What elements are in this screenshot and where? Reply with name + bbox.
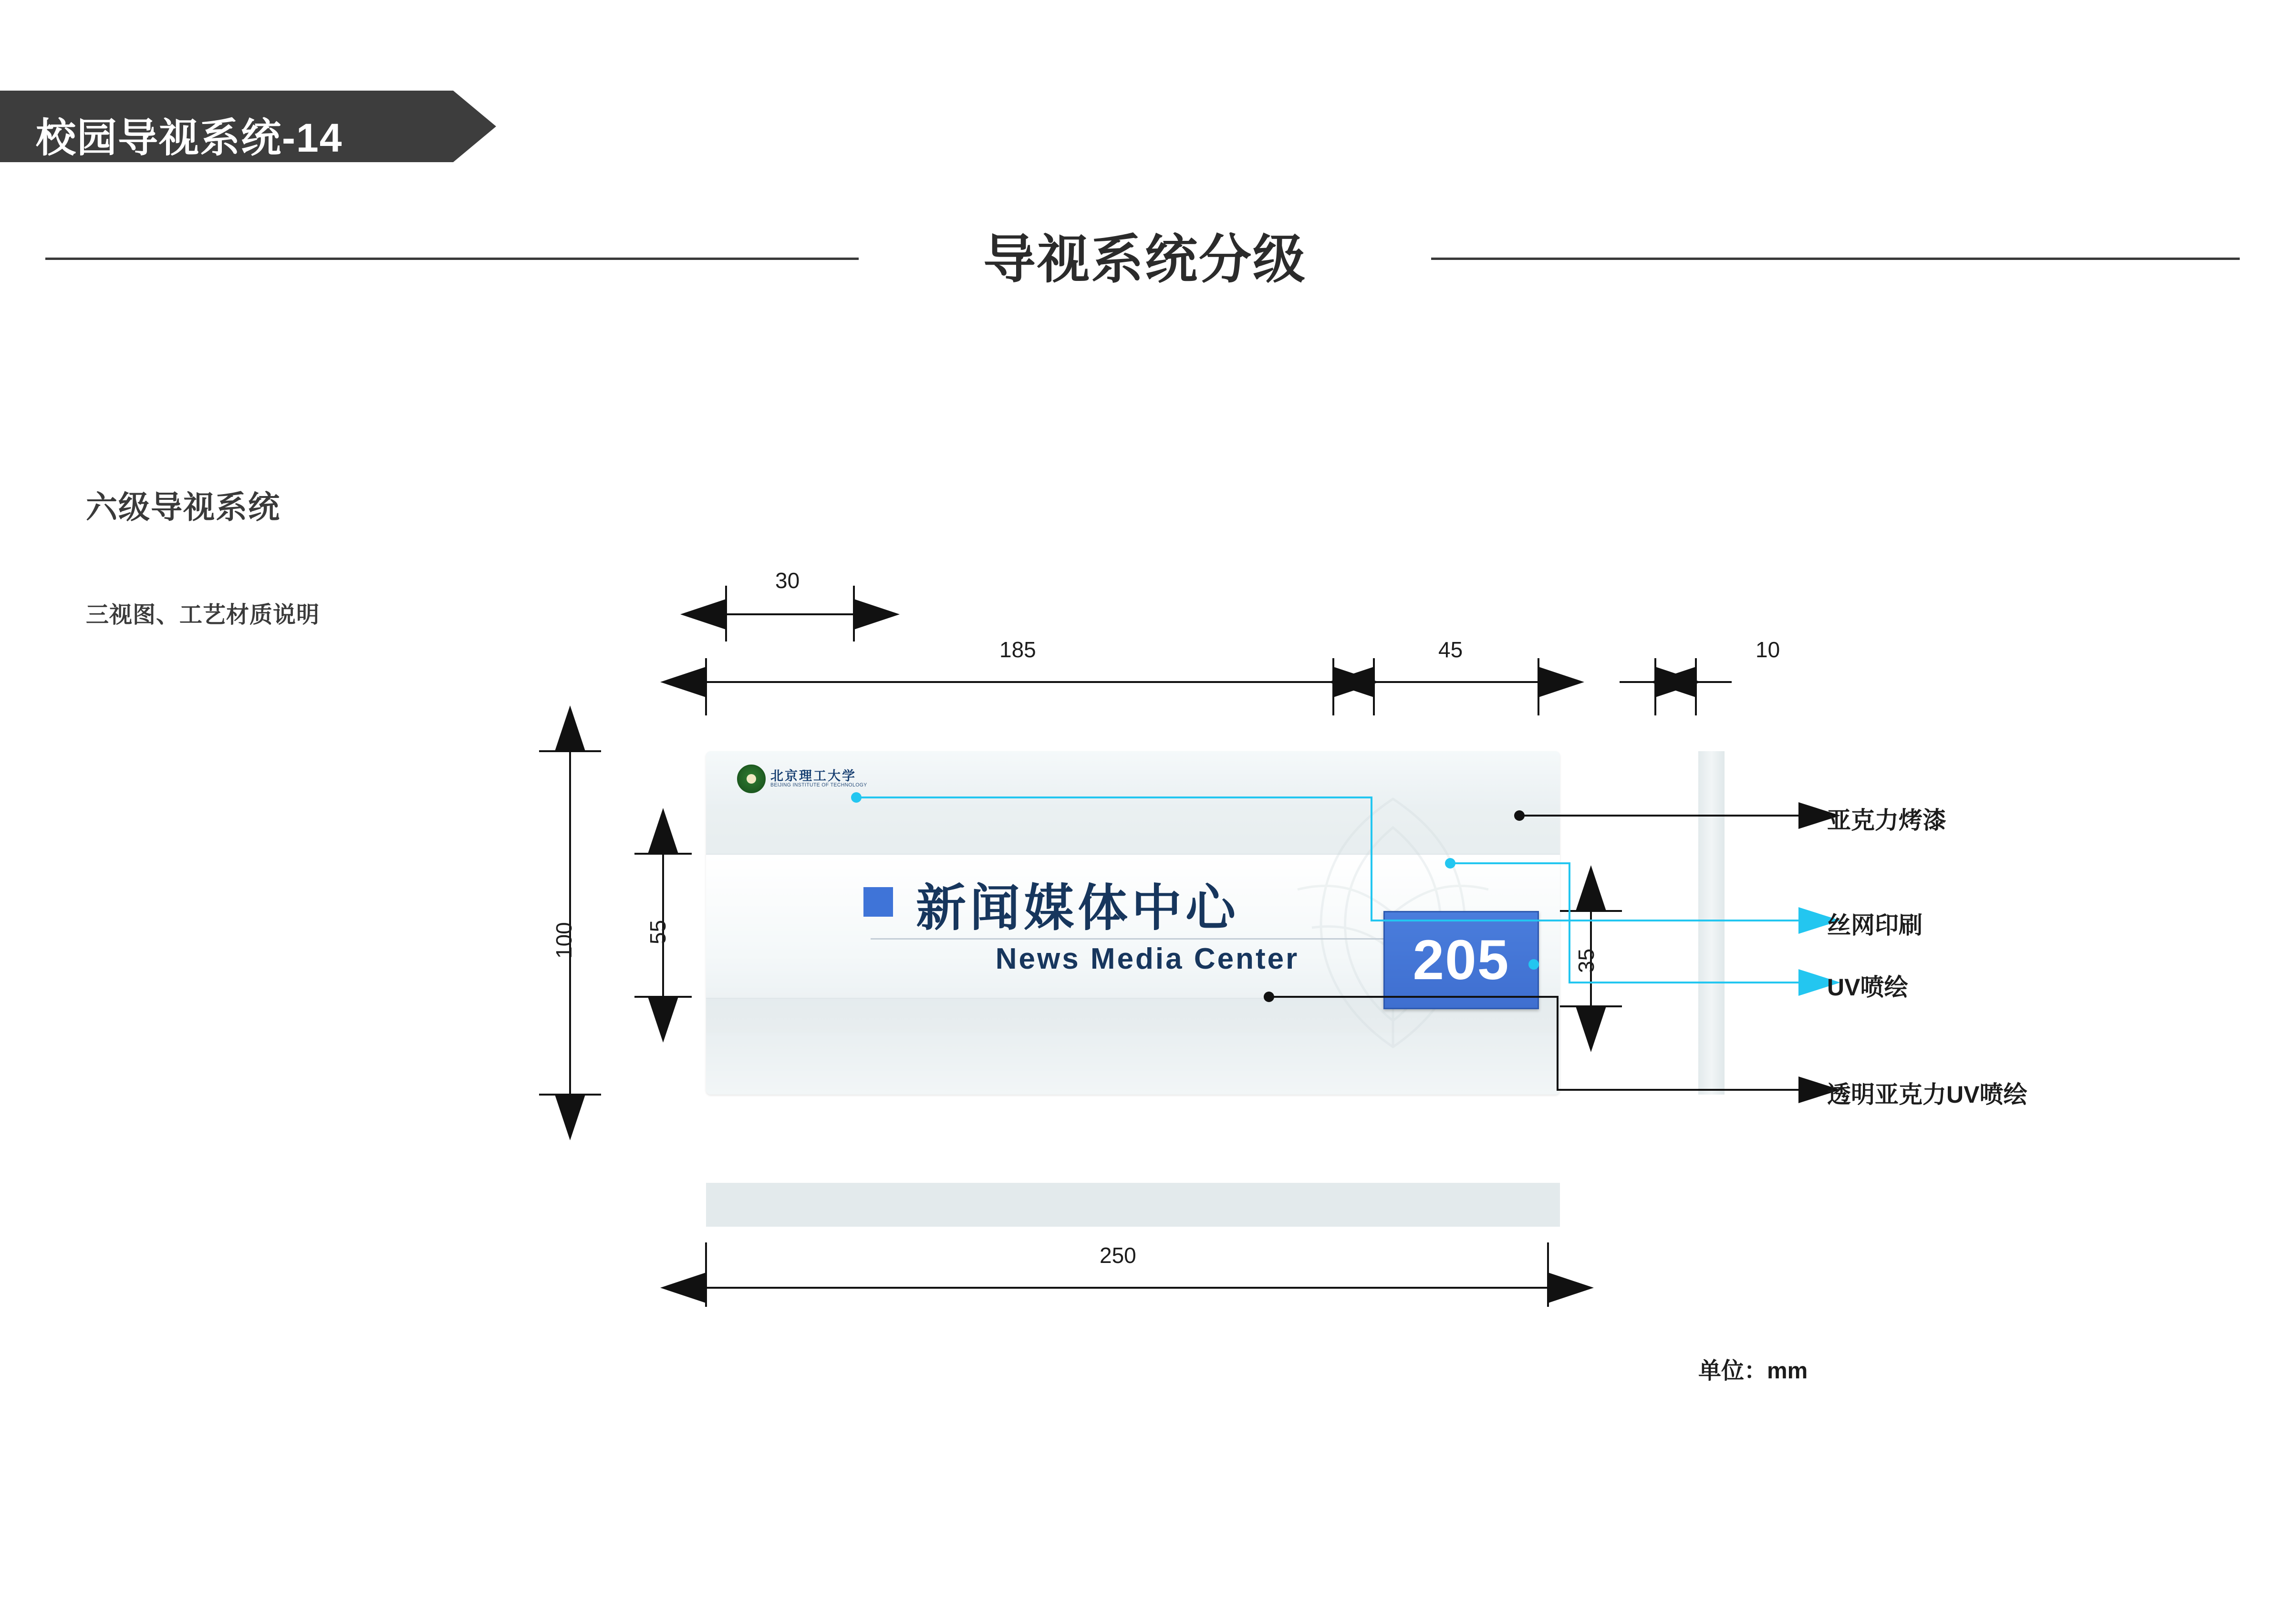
section-subheading: 三视图、工艺材质说明 [86, 602, 320, 628]
dim-45-label: 45 [1438, 637, 1463, 662]
dim-250-label: 250 [1100, 1243, 1136, 1268]
header-tag [0, 91, 501, 162]
sign-title-cn: 新闻媒体中心 [916, 880, 1240, 936]
dim-100-label: 100 [551, 922, 576, 959]
dim-10-label: 10 [1756, 637, 1780, 662]
school-name-block [770, 769, 872, 788]
section-heading: 六级导视系统 [86, 489, 281, 525]
unit-note: 单位：mm [1698, 1358, 1808, 1384]
dim-55-label: 55 [645, 920, 670, 944]
sign-top-view [706, 1183, 1560, 1227]
callout-uv-print: UV喷绘 [1827, 974, 1908, 1001]
school-crest-icon [737, 765, 766, 793]
room-number-plate [1383, 911, 1539, 1009]
sign-accent-square [863, 887, 893, 917]
sign-side-view [1698, 751, 1725, 1095]
school-logo [737, 765, 872, 793]
page-title: 导视系统分级 [983, 230, 1307, 289]
room-number-label: 205 [1413, 929, 1510, 992]
sign-text-divider [871, 938, 1424, 940]
dim-185-label: 185 [999, 637, 1036, 662]
callout-silk-screen-print: 丝网印刷 [1827, 912, 1922, 939]
dim-30-label: 30 [775, 568, 800, 593]
page-title-container [859, 210, 1431, 310]
school-name-cn: 北京理工大学 [770, 769, 856, 784]
school-name-en: BEIJING INSTITUTE OF TECHNOLOGY [770, 782, 867, 788]
callout-acrylic-baked-paint: 亚克力烤漆 [1827, 807, 1946, 834]
header-tag-label: 校园导视系统-14 [36, 115, 343, 160]
callout-transparent-acrylic-uv: 透明亚克力UV喷绘 [1827, 1081, 2027, 1108]
sign-title-en: News Media Center [995, 942, 1299, 975]
dim-35-label: 35 [1574, 948, 1599, 973]
